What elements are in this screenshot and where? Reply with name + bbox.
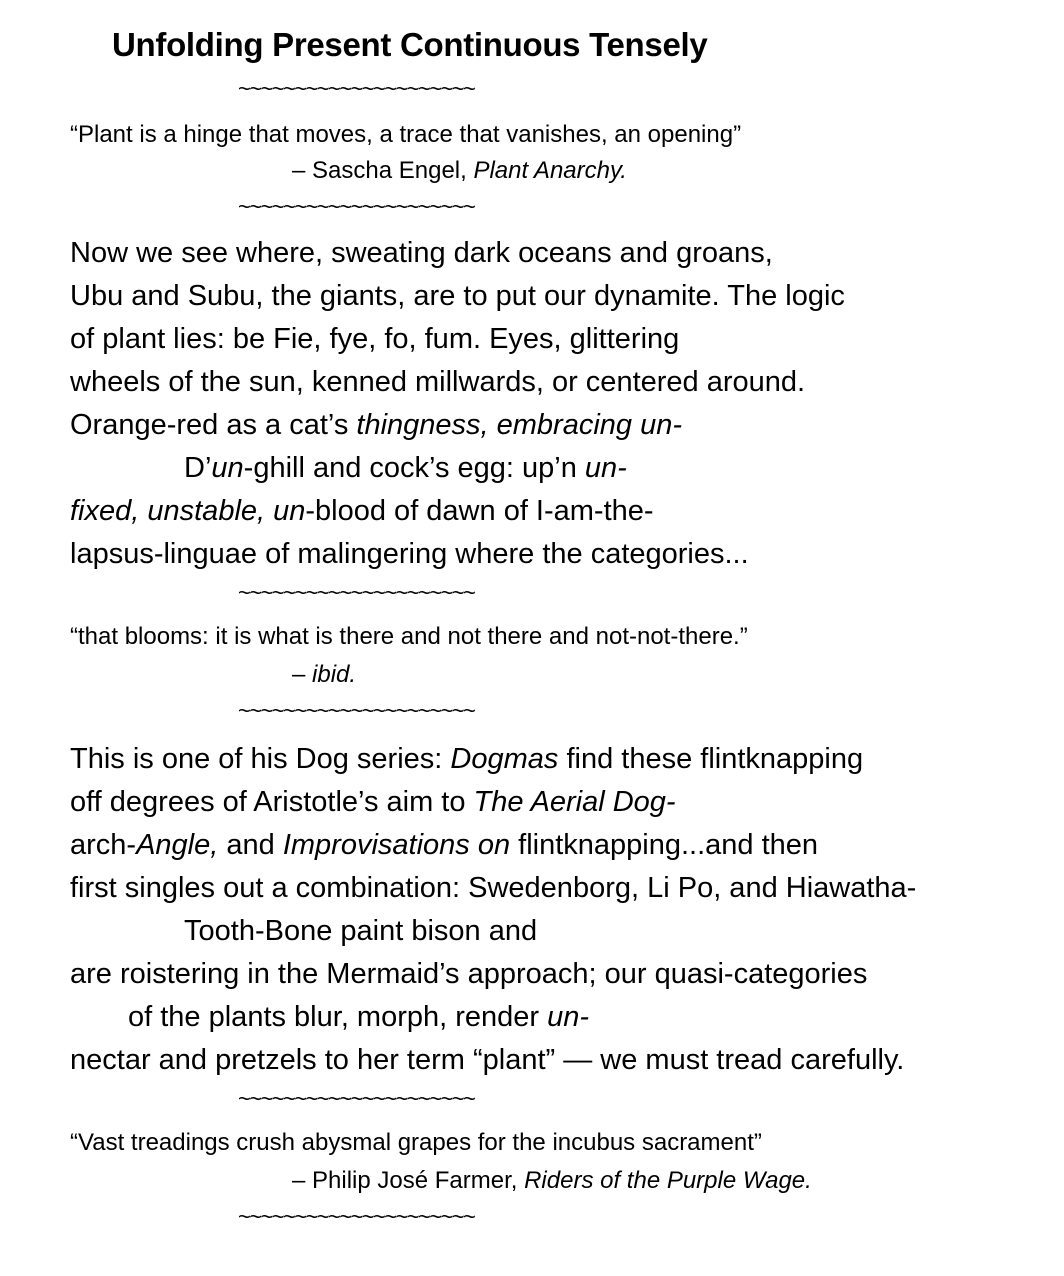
stanza-1-line-5-text: Orange-red as a cat’s xyxy=(70,409,357,441)
epigraph-1-author: – Sascha Engel, xyxy=(292,157,474,184)
stanza-2-line-8: nectar and pretzels to her term “plant” — we must tread carefully. xyxy=(70,1044,905,1076)
stanza-2-line-3-italic-b: Improvisations on xyxy=(282,829,511,861)
stanza-2-line-1 xyxy=(70,738,916,781)
stanza-1-line-6 xyxy=(70,447,845,490)
poem-title: Unfolding Present Continuous Tensely xyxy=(112,26,708,63)
separator-5: ~~~~~~~~~~~~~~~~~~~~~ xyxy=(238,1086,475,1111)
stanza-1-line-3: of plant lies: be Fie, fye, fo, fum. Eyes, glittering xyxy=(70,323,680,355)
stanza-2 xyxy=(70,738,916,1082)
epigraph-1-quote: “Plant is a hinge that moves, a trace that vanishes, an opening” xyxy=(70,121,742,148)
stanza-1-line-6-text-b: -ghill and cock’s egg: up’n xyxy=(243,452,585,484)
stanza-2-line-7-italic: un- xyxy=(547,1001,590,1033)
stanza-2-line-1-italic: Dogmas xyxy=(450,743,559,775)
epigraph-1-work: Plant Anarchy. xyxy=(473,157,627,184)
stanza-2-line-6: are roistering in the Mermaid’s approach; our quasi-categories xyxy=(70,958,868,990)
separator-2: ~~~~~~~~~~~~~~~~~~~~~ xyxy=(238,194,475,219)
separator-4: ~~~~~~~~~~~~~~~~~~~~~ xyxy=(238,698,475,723)
stanza-2-line-1-text-b: find these flintknapping xyxy=(558,743,864,775)
stanza-1-line-5-italic: thingness, embracing un- xyxy=(356,409,683,441)
epigraph-3-attribution xyxy=(292,1166,812,1196)
epigraph-2-work: ibid. xyxy=(312,661,357,688)
separator-3: ~~~~~~~~~~~~~~~~~~~~~ xyxy=(238,580,475,605)
stanza-1-line-6-italic-a: un xyxy=(211,452,244,484)
stanza-2-line-7-text: of the plants blur, morph, render xyxy=(128,1001,548,1033)
stanza-1 xyxy=(70,232,845,576)
stanza-2-line-3 xyxy=(70,824,916,867)
stanza-1-line-7-text: -blood of dawn of I-am-the- xyxy=(305,495,654,527)
stanza-2-line-7 xyxy=(70,996,916,1039)
stanza-1-line-6-italic-b: un- xyxy=(584,452,627,484)
stanza-1-line-8: lapsus-linguae of malingering where the categories... xyxy=(70,538,749,570)
epigraph-3-quote: “Vast treadings crush abysmal grapes for the incubus sacrament” xyxy=(70,1129,762,1156)
stanza-1-line-2: Ubu and Subu, the giants, are to put our dynamite. The logic xyxy=(70,280,845,312)
stanza-2-line-2-text: off degrees of Aristotle’s aim to xyxy=(70,786,474,818)
epigraph-2-quote: “that blooms: it is what is there and not there and not-not-there.” xyxy=(70,623,748,650)
stanza-1-line-4: wheels of the sun, kenned millwards, or centered around. xyxy=(70,366,806,398)
stanza-2-line-3-text-a: arch- xyxy=(70,829,137,861)
epigraph-3-work: Riders of the Purple Wage. xyxy=(524,1167,812,1194)
stanza-1-line-5 xyxy=(70,404,845,447)
stanza-1-line-1: Now we see where, sweating dark oceans and groans, xyxy=(70,237,773,269)
epigraph-3-author: – Philip José Farmer, xyxy=(292,1167,525,1194)
stanza-2-line-2 xyxy=(70,781,916,824)
stanza-2-line-2-italic: The Aerial Dog- xyxy=(473,786,676,818)
epigraph-1-attribution xyxy=(292,156,627,186)
stanza-2-line-3-text-c: flintknapping...and then xyxy=(510,829,819,861)
epigraph-2-attribution xyxy=(292,660,356,690)
separator-1: ~~~~~~~~~~~~~~~~~~~~~ xyxy=(238,76,475,101)
stanza-2-line-5: Tooth-Bone paint bison and xyxy=(184,915,538,947)
epigraph-2-dash: – xyxy=(292,661,313,688)
stanza-2-line-3-italic-a: Angle, xyxy=(136,829,219,861)
stanza-2-line-4: first singles out a combination: Swedenborg, Li Po, and Hiawatha- xyxy=(70,872,917,904)
stanza-1-line-7 xyxy=(70,490,845,533)
stanza-1-line-6-text-a: D’ xyxy=(184,452,212,484)
stanza-1-line-7-italic: fixed, unstable, un xyxy=(70,495,306,527)
stanza-2-line-3-text-b: and xyxy=(218,829,283,861)
separator-6: ~~~~~~~~~~~~~~~~~~~~~ xyxy=(238,1204,475,1229)
stanza-2-line-1-text-a: This is one of his Dog series: xyxy=(70,743,451,775)
